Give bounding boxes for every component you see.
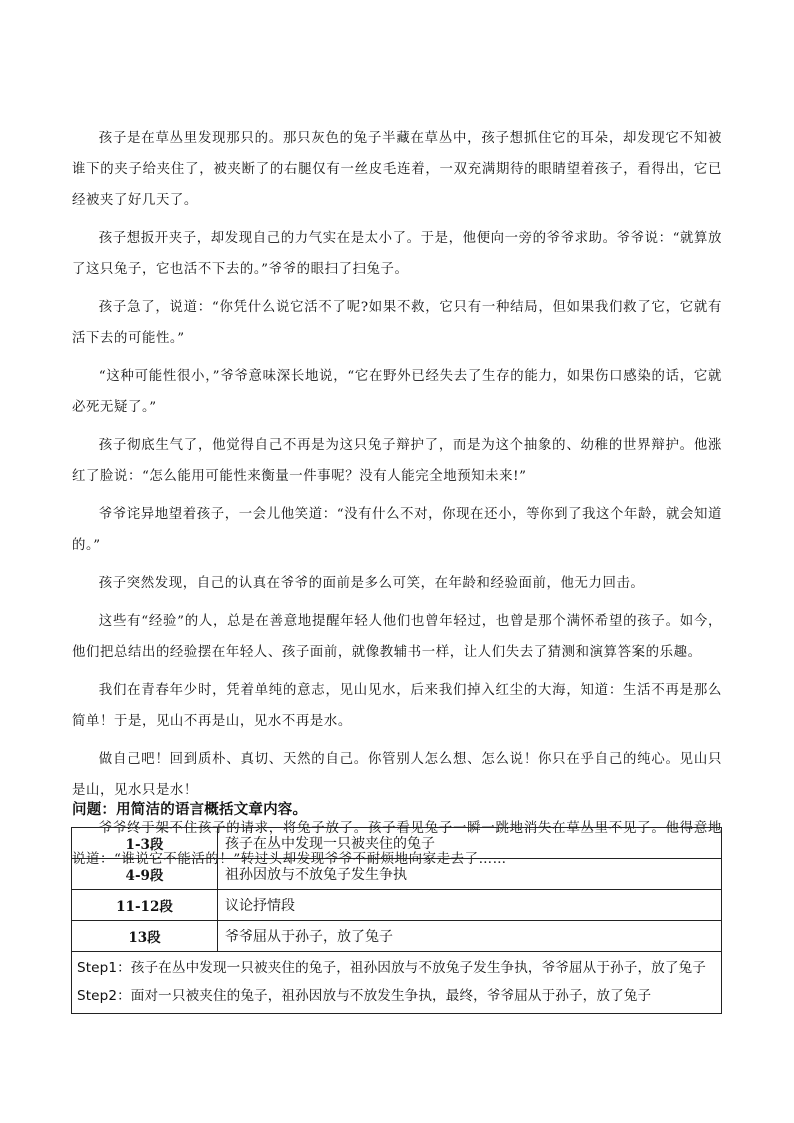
summary-cell: 爷爷屈从于孙子，放了兔子 [218,921,722,952]
step-1-answer: Step1：孩子在丛中发现一只被夹住的兔子，祖孙因放与不放兔子发生争执，爷爷屈从于孙子，放了兔子 [77,960,706,976]
steps-cell [72,952,722,1014]
summary-cell: 孩子在丛中发现一只被夹住的兔子 [218,828,722,859]
table-row [72,890,722,921]
question-prompt: 问题：用简洁的语言概括文章内容。 [72,802,308,818]
passage-paragraph-3: 孩子急了，说道：“你凭什么说它活不了呢?如果不救，它只有一种结局，但如果我们救了它，它就有活下去的可能性。” [72,300,722,346]
summary-table [71,827,722,1014]
passage-paragraph-7: 孩子突然发现，自己的认真在爷爷的面前是多么可笑，在年龄和经验面前，他无力回击。 [98,576,645,591]
passage-paragraph-10: 做自己吧！回到质朴、真切、天然的自己。你管别人怎么想、怎么说！你只在乎自己的纯心。见山只是山，见水只是水！ [72,752,722,798]
passage-paragraph-8: 这些有“经验”的人，总是在善意地提醒年轻人他们也曾年轻过，也曾是那个满怀希望的孩子。如今，他们把总结出的经验摆在年轻人、孩子面前，就像教辅书一样，让人们失去了猜测和演算答案的乐趣。 [72,614,722,660]
passage-paragraph-5: 孩子彻底生气了，他觉得自己不再是为这只兔子辩护了，而是为这个抽象的、幼稚的世界辩护。他涨红了脸说：“怎么能用可能性来衡量一件事呢？没有人能完全地预知未来!” [72,438,722,484]
step-2-answer: Step2：面对一只被夹住的兔子，祖孙因放与不放发生争执，最终，爷爷屈从于孙子，放了兔子 [77,988,652,1004]
passage-paragraph-9: 我们在青春年少时，凭着单纯的意志，见山见水，后来我们掉入红尘的大海，知道：生活不再是那么简单！于是，见山不再是山，见水不再是水。 [72,683,722,729]
table-row [72,859,722,890]
summary-cell: 祖孙因放与不放兔子发生争执 [218,859,722,890]
table-row [72,921,722,952]
table-row [72,828,722,859]
steps-row [72,952,722,1014]
passage-paragraph-2: 孩子想扳开夹子，却发现自己的力气实在是太小了。于是，他便向一旁的爷爷求助。爷爷说：“就算放了这只兔子，它也活不下去的。”爷爷的眼扫了扫兔子。 [72,231,722,277]
reading-passage [72,123,722,882]
segment-cell: 4-9段 [72,859,218,890]
passage-paragraph-4: “这种可能性很小，”爷爷意味深长地说，“它在野外已经失去了生存的能力，如果伤口感染的话，它就必死无疑了。” [72,369,722,415]
passage-paragraph-1: 孩子是在草丛里发现那只的。那只灰色的兔子半藏在草丛中，孩子想抓住它的耳朵，却发现它不知被谁下的夹子给夹住了，被夹断了的右腿仅有一丝皮毛连着，一双充满期待的眼睛望着孩子，看得出，它已经被夹了好几天了。 [72,131,722,208]
summary-cell: 议论抒情段 [218,890,722,921]
passage-paragraph-11: 爷爷终于架不住孩子的请求，将兔子放了。孩子看见兔子一瞬一跳地消失在草丛里不见了。他得意地说道：“谁说它不能活的！”转过头却发现爷爷不耐烦地向家走去了…… [72,821,722,867]
segment-cell: 11-12段 [72,890,218,921]
segment-cell: 1-3段 [72,828,218,859]
segment-cell: 13段 [72,921,218,952]
passage-paragraph-6: 爷爷诧异地望着孩子，一会儿他笑道：“没有什么不对，你现在还小，等你到了我这个年龄，就会知道的。” [72,507,722,553]
